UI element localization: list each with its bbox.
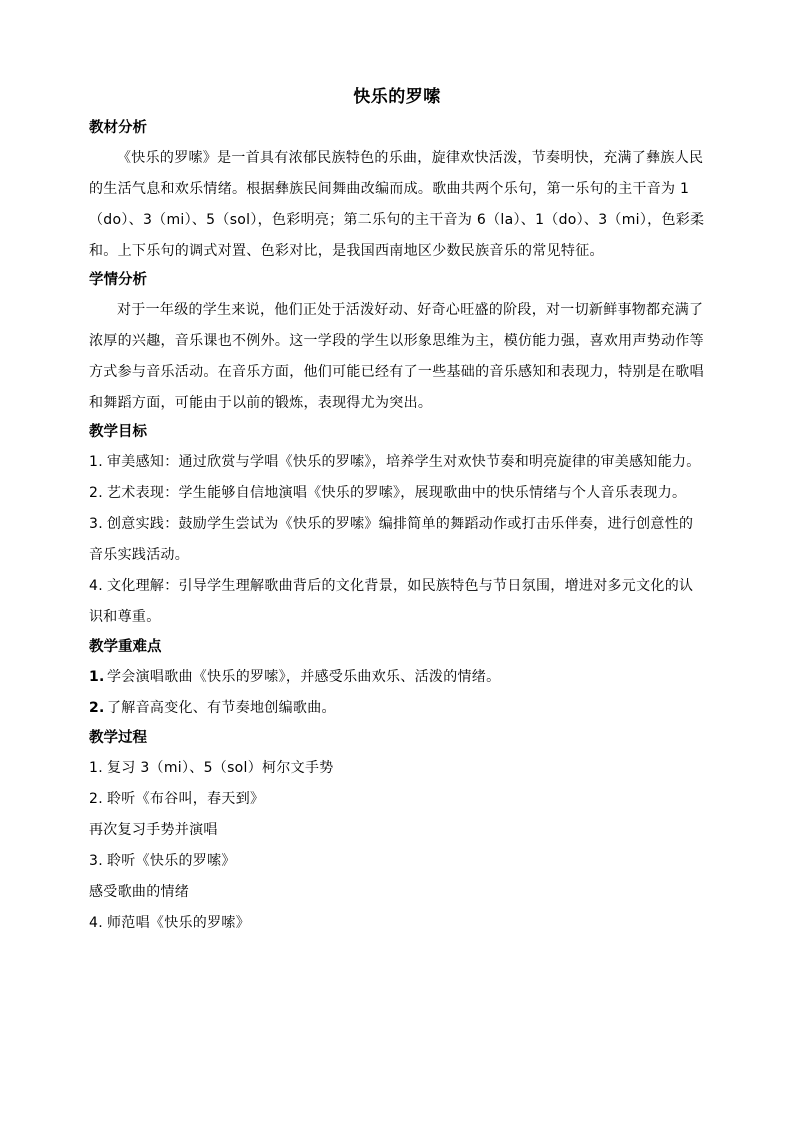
goal-item-2 <box>89 478 705 509</box>
heading-keypoints: 教学重难点 <box>89 639 162 655</box>
materials-paragraph: 《快乐的罗嗦》是一首具有浓郁民族特色的乐曲，旋律欢快活泼，节奏明快，充满了彝族人民的生活气息和欢乐情绪。根据彝族民间舞曲改编而成。歌曲共两个乐句，第一乐句的主干音为 1（do）、3（mi）、5（sol），色彩明亮；第二乐句的主干音为 6（la）、1（do）、3（mi），色彩柔和。上下乐句的调式对置、色彩对比，是我国西南地区少数民族音乐的常见特征。 <box>89 150 705 259</box>
process-line-number: 1. <box>89 760 103 776</box>
process-line-number: 3. <box>89 853 103 869</box>
document-page <box>89 82 705 939</box>
page-title: 快乐的罗嗦 <box>353 87 441 107</box>
heading-goals: 教学目标 <box>89 424 147 440</box>
goal-item-number: 4. <box>89 578 103 594</box>
process-line-6 <box>89 908 705 939</box>
process-line-text: 复习 3（mi）、5（sol）柯尔文手势 <box>107 760 334 776</box>
keypoint-item-number: 2. <box>89 700 105 716</box>
process-line-4 <box>89 846 705 877</box>
students-paragraph: 对于一年级的学生来说，他们正处于活泼好动、好奇心旺盛的阶段，对一切新鲜事物都充满了浓厚的兴趣，音乐课也不例外。这一学段的学生以形象思维为主，模仿能力强，喜欢用声势动作等方式参与音乐活动。在音乐方面，他们可能已经有了一些基础的音乐感知和表现力，特别是在歌唱和舞蹈方面，可能由于以前的锻炼，表现得尤为突出。 <box>89 302 704 411</box>
process-line-number: 4. <box>89 915 103 931</box>
goal-item-text: 艺术表现：学生能够自信地演唱《快乐的罗嗦》，展现歌曲中的快乐情绪与个人音乐表现力。 <box>107 485 687 501</box>
process-line-number: 2. <box>89 791 103 807</box>
process-line-text: 师范唱《快乐的罗嗦》 <box>107 915 250 931</box>
heading-materials: 教材分析 <box>89 120 147 136</box>
process-line-2 <box>89 784 705 815</box>
keypoint-item-text: 学会演唱歌曲《快乐的罗嗦》，并感受乐曲欢乐、活泼的情绪。 <box>107 669 501 685</box>
process-line-1 <box>89 753 705 784</box>
process-line-3 <box>89 815 705 846</box>
process-line-text: 聆听《快乐的罗嗦》 <box>107 853 236 869</box>
keypoint-item-1 <box>89 662 705 693</box>
goal-item-number: 2. <box>89 485 103 501</box>
heading-students: 学情分析 <box>89 272 147 288</box>
process-line-text: 感受歌曲的情绪 <box>89 884 190 900</box>
goal-item-text: 审美感知：通过欣赏与学唱《快乐的罗嗦》，培养学生对欢快节奏和明亮旋律的审美感知能力。 <box>107 454 701 470</box>
goal-item-4 <box>89 571 705 633</box>
goal-item-number: 1. <box>89 454 103 470</box>
process-line-text: 再次复习手势并演唱 <box>89 822 218 838</box>
goal-item-1 <box>89 447 705 478</box>
goal-item-number: 3. <box>89 516 103 532</box>
heading-process: 教学过程 <box>89 730 147 746</box>
goal-item-text: 文化理解：引导学生理解歌曲背后的文化背景，如民族特色与节日氛围，增进对多元文化的认识和尊重。 <box>89 578 694 625</box>
keypoint-item-2 <box>89 693 705 724</box>
process-line-text: 聆听《布谷叫，春天到》 <box>107 791 265 807</box>
goal-item-3 <box>89 509 705 571</box>
keypoint-item-number: 1. <box>89 669 105 685</box>
keypoint-item-text: 了解音高变化、有节奏地创编歌曲。 <box>107 700 336 716</box>
process-line-5 <box>89 877 705 908</box>
goal-item-text: 创意实践：鼓励学生尝试为《快乐的罗嗦》编排简单的舞蹈动作或打击乐伴奏，进行创意性的音乐实践活动。 <box>89 516 694 563</box>
